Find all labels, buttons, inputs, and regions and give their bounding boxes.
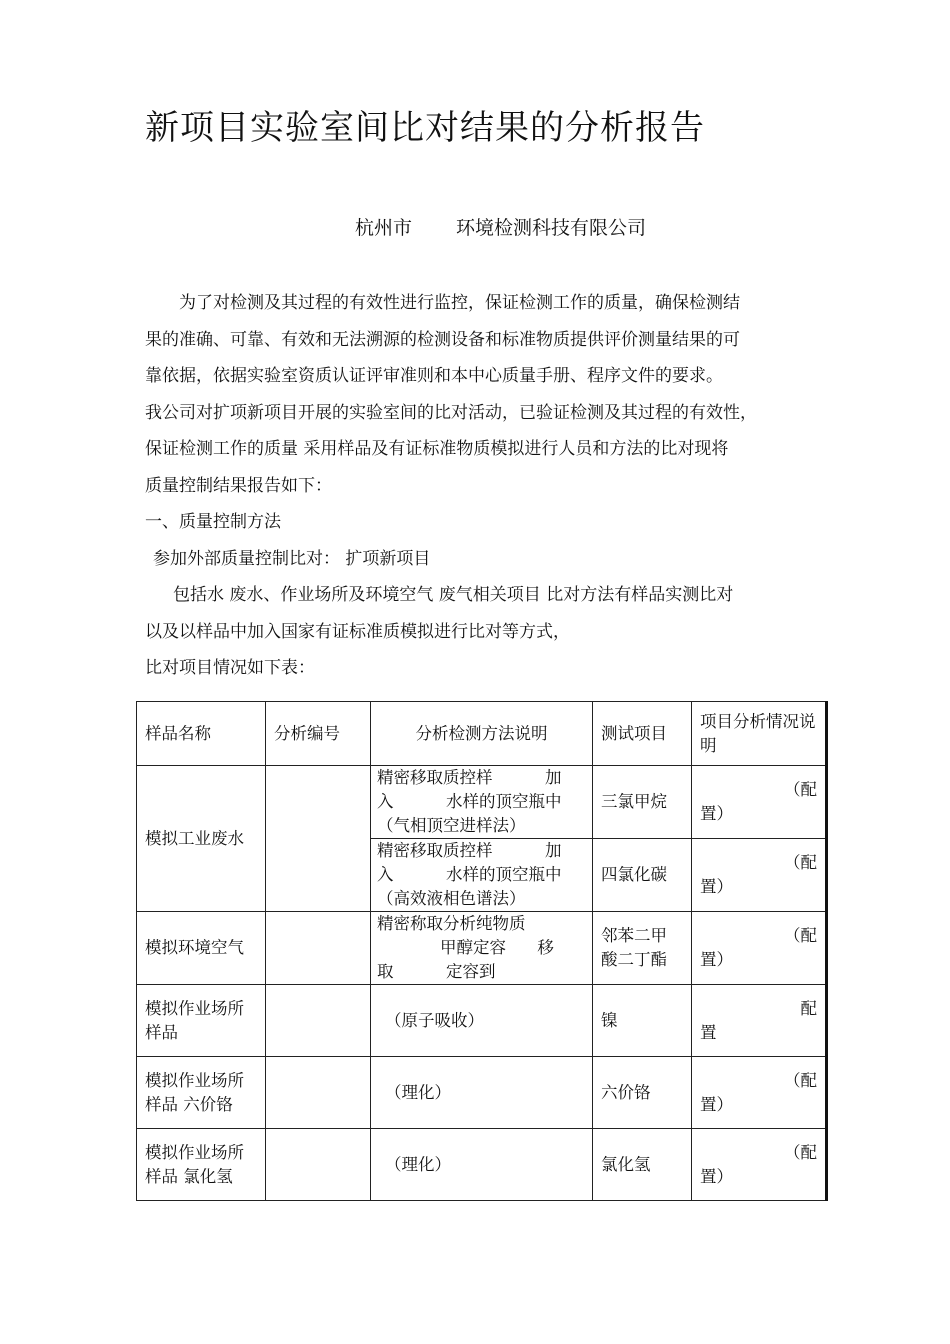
analysis-note-cell bbox=[692, 766, 827, 839]
analysis-note-cell bbox=[692, 912, 827, 985]
sample-name-cell: 模拟工业废水 bbox=[137, 766, 266, 912]
note-bottom: 置） bbox=[700, 1166, 733, 1186]
analysis-code-cell bbox=[266, 1129, 371, 1201]
report-title: 新项目实验室间比对结果的分析报告 bbox=[145, 108, 705, 148]
test-item-cell: 六价铬 bbox=[593, 1057, 692, 1129]
table-row bbox=[137, 1057, 827, 1129]
method-cell bbox=[371, 1057, 593, 1129]
sample-name-cell: 模拟环境空气 bbox=[137, 912, 266, 985]
note-top: 配 bbox=[800, 998, 817, 1018]
header-analysis-code: 分析编号 bbox=[266, 702, 371, 766]
scope-line: 以及以样品中加入国家有证标准质模拟进行比对等方式， bbox=[145, 621, 570, 642]
method-line: （原子吸收） bbox=[385, 1010, 484, 1030]
method-cell bbox=[371, 839, 593, 912]
method-cell bbox=[371, 766, 593, 839]
table-row bbox=[137, 912, 827, 985]
intro-paragraph bbox=[145, 285, 815, 687]
method-line: 取 定容到 bbox=[377, 962, 496, 981]
method-line: 精密移取质控样 加 bbox=[377, 768, 562, 787]
note-bottom: 置） bbox=[700, 950, 733, 969]
method-line: 入 水样的顶空瓶中 bbox=[377, 792, 562, 811]
method-cell bbox=[371, 912, 593, 985]
scope-line: 包括水 废水、作业场所及环境空气 废气相关项目 比对方法有样品实测比对 bbox=[173, 585, 734, 605]
note-top: （配 bbox=[784, 1142, 817, 1162]
analysis-code-cell bbox=[266, 766, 371, 912]
method-line: （理化） bbox=[385, 1082, 451, 1102]
table-intro: 比对项目情况如下表： bbox=[145, 658, 315, 678]
company-name: 环境检测科技有限公司 bbox=[456, 217, 647, 239]
intro-line: 我公司对扩项新项目开展的实验室间的比对活动，已验证检测及其过程的有效性， bbox=[145, 402, 757, 423]
test-item-cell: 四氯化碳 bbox=[593, 839, 692, 912]
header-method: 分析检测方法说明 bbox=[371, 702, 593, 766]
intro-line: 果的准确、可靠、有效和无法溯源的检测设备和标准物质提供评价测量结果的可 bbox=[145, 329, 740, 350]
note-top: （配 bbox=[784, 926, 817, 945]
note-top: （配 bbox=[784, 853, 817, 872]
table-header-row bbox=[137, 702, 827, 766]
method-line: （气相顶空进样法） bbox=[377, 816, 526, 835]
company-line bbox=[355, 213, 646, 240]
analysis-code-cell bbox=[266, 912, 371, 985]
analysis-note-cell bbox=[692, 1057, 827, 1129]
intro-line: 质量控制结果报告如下： bbox=[145, 475, 332, 496]
test-item-cell: 三氯甲烷 bbox=[593, 766, 692, 839]
test-item-cell: 邻苯二甲酸二丁酯 bbox=[593, 912, 692, 985]
test-item-cell: 氯化氢 bbox=[593, 1129, 692, 1201]
company-city: 杭州市 bbox=[355, 217, 413, 239]
test-item-cell: 镍 bbox=[593, 985, 692, 1057]
header-sample-name: 样品名称 bbox=[137, 702, 266, 766]
intro-line: 靠依据，依据实验室资质认证评审准则和本中心质量手册、程序文件的要求。 bbox=[145, 366, 723, 386]
analysis-note-cell bbox=[692, 839, 827, 912]
table-row bbox=[137, 985, 827, 1057]
note-top: （配 bbox=[784, 780, 817, 799]
method-cell bbox=[371, 985, 593, 1057]
method-line: （高效液相色谱法） bbox=[377, 889, 526, 908]
comparison-table bbox=[136, 701, 828, 1201]
sample-name-cell: 模拟作业场所样品 六价铬 bbox=[137, 1057, 266, 1129]
analysis-note-cell bbox=[692, 985, 827, 1057]
header-test-item: 测试项目 bbox=[593, 702, 692, 766]
analysis-code-cell bbox=[266, 985, 371, 1057]
method-cell bbox=[371, 1129, 593, 1201]
note-bottom: 置） bbox=[700, 877, 733, 896]
note-bottom: 置） bbox=[700, 804, 733, 823]
method-line: 精密称取分析纯物质 bbox=[377, 914, 526, 933]
intro-line: 保证检测工作的质量 采用样品及有证标准物质模拟进行人员和方法的比对现将 bbox=[145, 439, 729, 459]
intro-line: 为了对检测及其过程的有效性进行监控，保证检测工作的质量，确保检测结 bbox=[179, 293, 740, 313]
analysis-code-cell bbox=[266, 1057, 371, 1129]
sample-name-cell: 模拟作业场所样品 氯化氢 bbox=[137, 1129, 266, 1201]
table-row bbox=[137, 1129, 827, 1201]
method-line: 甲醇定容 移 bbox=[377, 938, 554, 957]
method-line: 精密移取质控样 加 bbox=[377, 841, 562, 860]
external-qc-line: 参加外部质量控制比对： 扩项新项目 bbox=[153, 548, 431, 569]
note-bottom: 置 bbox=[700, 1022, 717, 1042]
header-analysis-note: 项目分析情况说明 bbox=[692, 702, 827, 766]
method-line: （理化） bbox=[385, 1154, 451, 1174]
sample-name-cell: 模拟作业场所样品 bbox=[137, 985, 266, 1057]
table-row bbox=[137, 766, 827, 839]
method-line: 入 水样的顶空瓶中 bbox=[377, 865, 562, 884]
section-heading: 一、质量控制方法 bbox=[145, 512, 281, 532]
note-top: （配 bbox=[784, 1070, 817, 1090]
note-bottom: 置） bbox=[700, 1094, 733, 1114]
analysis-note-cell bbox=[692, 1129, 827, 1201]
